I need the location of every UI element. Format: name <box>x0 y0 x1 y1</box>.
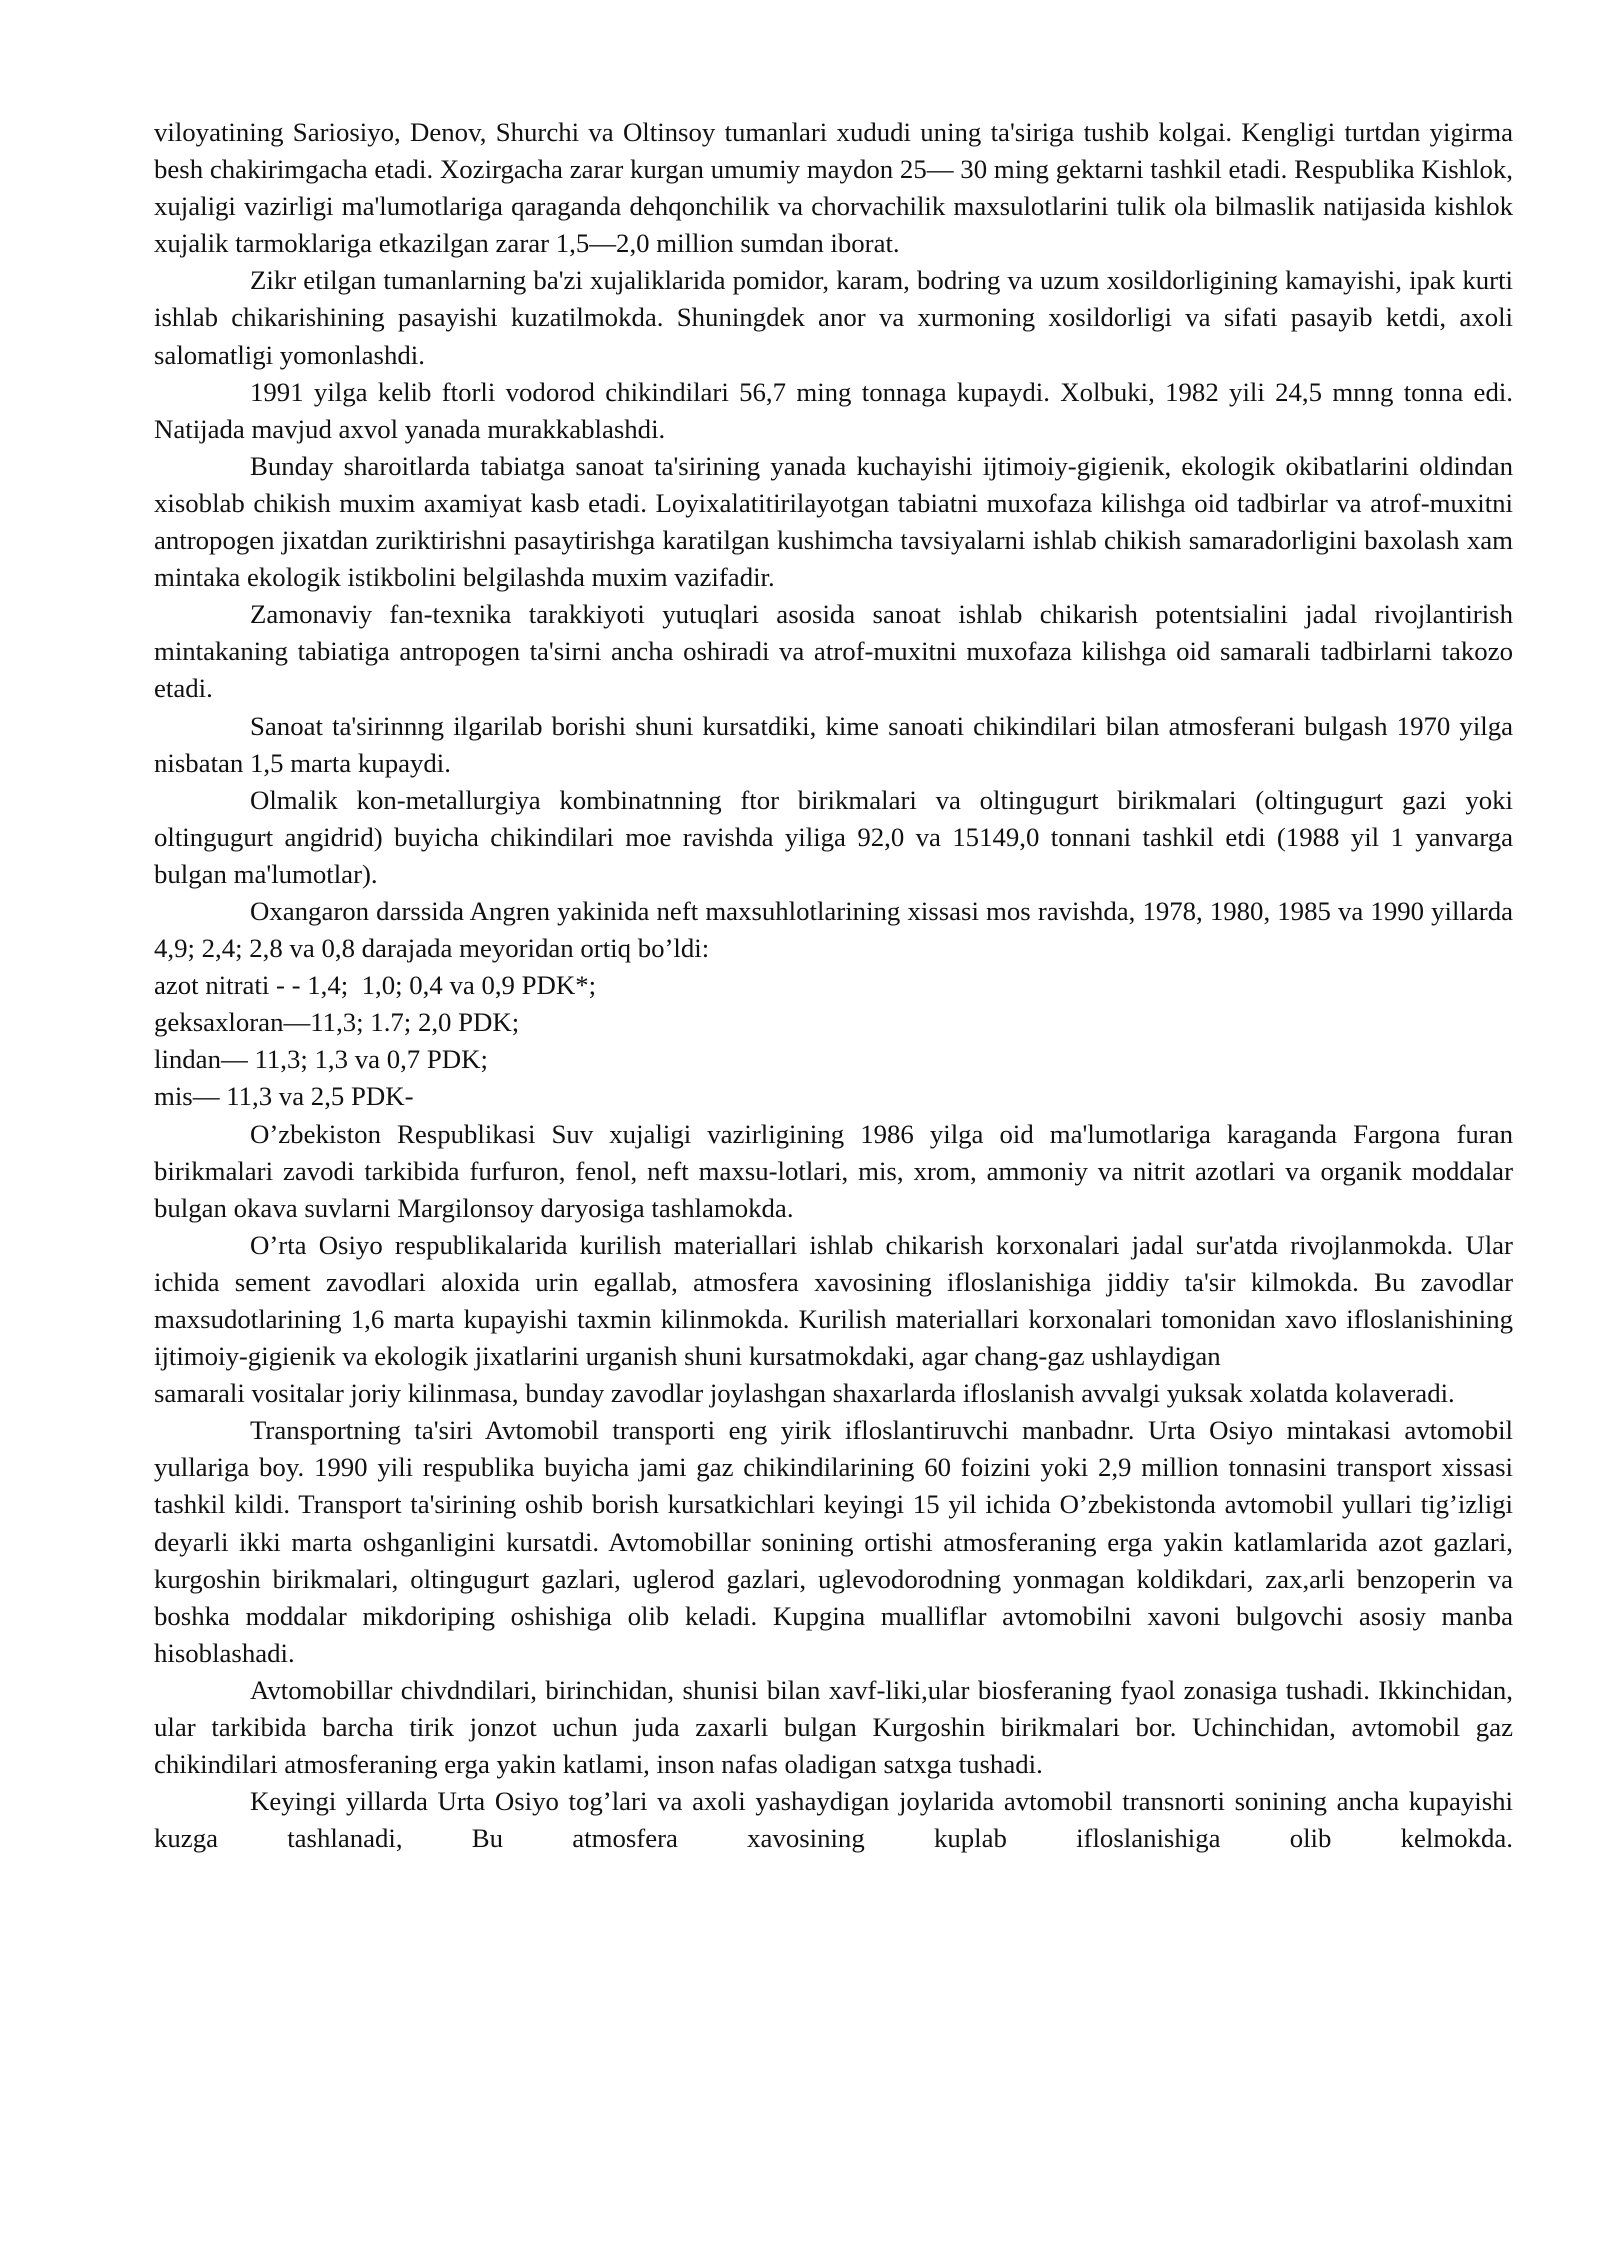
paragraph-continuation: viloyatining Sariosiyo, Denov, Shurchi va Oltinsoy tumanlari xududi uning ta'siriga tushib kolgai. Kengligi turtdan yigirma besh chakirimgacha etadi. Xozirgacha zarar kurgan umumiy maydon 25— 30 ming gektarni tashkil etadi. Respublika Kishlok, xujaligi vazirligi ma'lumotlariga qaraganda dehqonchilik va chorvachilik maxsulotlarini tulik ola bilmaslik natijasida kishlok xujalik tarmoklariga etkazilgan zarar 1,5—2,0 million sumdan iborat. <box>154 117 1513 259</box>
paragraph: Keyingi yillarda Urta Osiyo tog’lari va axoli yashaydigan joylarida avtomobil transnorti sonining ancha kupayishi kuzga tashlanadi, Bu atmosfera xavosining kuplab ifloslanishiga olib kelmokda. <box>154 1786 1513 1854</box>
paragraph: O’rta Osiyo respublikalarida kurilish materiallari ishlab chikarish korxonalari jadal sur'atda rivojlanmokda. Ular ichida sement zavodlari aloxida urin egallab, atmosfera xavosining ifloslanishiga jiddiy ta'sir kilmokda. Bu zavodlar maxsudotlarining 1,6 marta kupayishi taxmin kilinmokda. Kurilish materiallari korxonalari tomonidan xavo ifloslanishining ijtimoiy-gigienik va ekologik jixatlarini urganish shuni kursatmokdaki, agar chang-gaz ushlaydigan <box>154 1229 1513 1372</box>
paragraph: O’zbekiston Respublikasi Suv xujaligi vazirligining 1986 yilga oid ma'lumotlariga karaganda Fargona furan birikmalari zavodi tarkibida furfuron, fenol, neft maxsu-lotlari, mis, xrom, ammoniy va nitrit azotlari va organik moddalar bulgan okava suvlarni Margilonsoy daryosiga tashlamokda. <box>154 1118 1513 1223</box>
paragraph-continuation: samarali vositalar joriy kilinmasa, bunday zavodlar joylashgan shaxarlarda ifloslanish avvalgi yuksak xolatda kolaveradi. <box>154 1378 1455 1409</box>
paragraph: Transportning ta'siri Avtomobil transporti eng yirik ifloslantiruvchi manbadnr. Urta Osiyo mintakasi avtomobil yullariga boy. 1990 yili respublika buyicha jami gaz chikindilarining 60 foizini yoki 2,9 million tonnasini transport xissasi tashkil kildi. Transport ta'sirining oshib borish kursatkichlari keyingi 15 yil ichida O’zbekistonda avtomobil yullari tig’izligi deyarli ikki marta oshganligini kursatdi. Avtomobillar sonining ortishi atmosferaning erga yakin katlamlarida azot gazlari, kurgoshin birikmalari, oltingugurt gazlari, uglerod gazlari, uglevodorodning yonmagan koldikdari, zax,arli benzoperin va boshka moddalar mikdoriping oshishiga olib keladi. Kupgina mualliflar avtomobilni xavoni bulgovchi asosiy manba hisoblashadi. <box>154 1415 1513 1668</box>
paragraph: Olmalik kon-metallurgiya kombinatnning ftor birikmalari va oltingugurt birikmalari (oltingugurt gazi yoki oltingugurt angidrid) buyicha chikindilari moe ravishda yiliga 92,0 va 15149,0 tonnani tashkil etdi (1988 yil 1 yanvarga bulgan ma'lumotlar). <box>154 784 1513 889</box>
paragraph: Sanoat ta'sirinnng ilgarilab borishi shuni kursatdiki, kime sanoati chikindilari bilan atmosferani bulgash 1970 yilga nisbatan 1,5 marta kupaydi. <box>154 710 1513 778</box>
list-line: mis— 11,3 va 2,5 PDK- <box>154 1081 414 1112</box>
document-page <box>154 114 1513 1857</box>
list-line: lindan— 11,3; 1,3 va 0,7 PDK; <box>154 1044 488 1075</box>
list-line: geksaxloran—11,3; 1.7; 2,0 PDK; <box>154 1007 520 1038</box>
paragraph: 1991 yilga kelib ftorli vodorod chikindilari 56,7 ming tonnaga kupaydi. Xolbuki, 1982 yili 24,5 mnng tonna edi. Natijada mavjud axvol yanada murakkablashdi. <box>154 376 1513 444</box>
paragraph: Zikr etilgan tumanlarning ba'zi xujaliklarida pomidor, karam, bodring va uzum xosildorligining kamayishi, ipak kurti ishlab chikarishining pasayishi kuzatilmokda. Shuningdek anor va xurmoning xosildorligi va sifati pasayib ketdi, axoli salomatligi yomonlashdi. <box>154 265 1513 370</box>
paragraph: Oxangaron darssida Angren yakinida neft maxsuhlotlarining xissasi mos ravishda, 1978, 1980, 1985 va 1990 yillarda 4,9; 2,4; 2,8 va 0,8 darajada meyoridan ortiq bo’ldi: <box>154 895 1513 964</box>
paragraph: Bunday sharoitlarda tabiatga sanoat ta'sirining yanada kuchayishi ijtimoiy-gigienik, ekologik okibatlarini oldindan xisoblab chikish muxim axamiyat kasb etadi. Loyixalatitirilayotgan tabiatni muxofaza kilishga oid tadbirlar va atrof-muxitni antropogen jixatdan zuriktirishni pasaytirishga karatilgan kushimcha tavsiyalarni ishlab chikish samaradorligini baxolash xam mintaka ekologik istikbolini belgilashda muxim vazifadir. <box>154 450 1513 593</box>
paragraph: Avtomobillar chivdndilari, birinchidan, shunisi bilan xavf-liki,ular biosferaning fyaol zonasiga tushadi. Ikkinchidan, ular tarkibida barcha tirik jonzot uchun juda zaxarli bulgan Kurgoshin birikmalari bor. Uchinchidan, avtomobil gaz chikindilari atmosferaning erga yakin katlami, inson nafas oladigan satxga tushadi. <box>154 1674 1513 1780</box>
paragraph: Zamonaviy fan-texnika tarakkiyoti yutuqlari asosida sanoat ishlab chikarish potentsialini jadal rivojlantirish mintakaning tabiatiga antropogen ta'sirni ancha oshiradi va atrof-muxitni muxofaza kilishga oid samarali tadbirlarni takozo etadi. <box>154 599 1513 704</box>
list-line: azot nitrati - - 1,4; 1,0; 0,4 va 0,9 PDK*; <box>154 970 597 1001</box>
